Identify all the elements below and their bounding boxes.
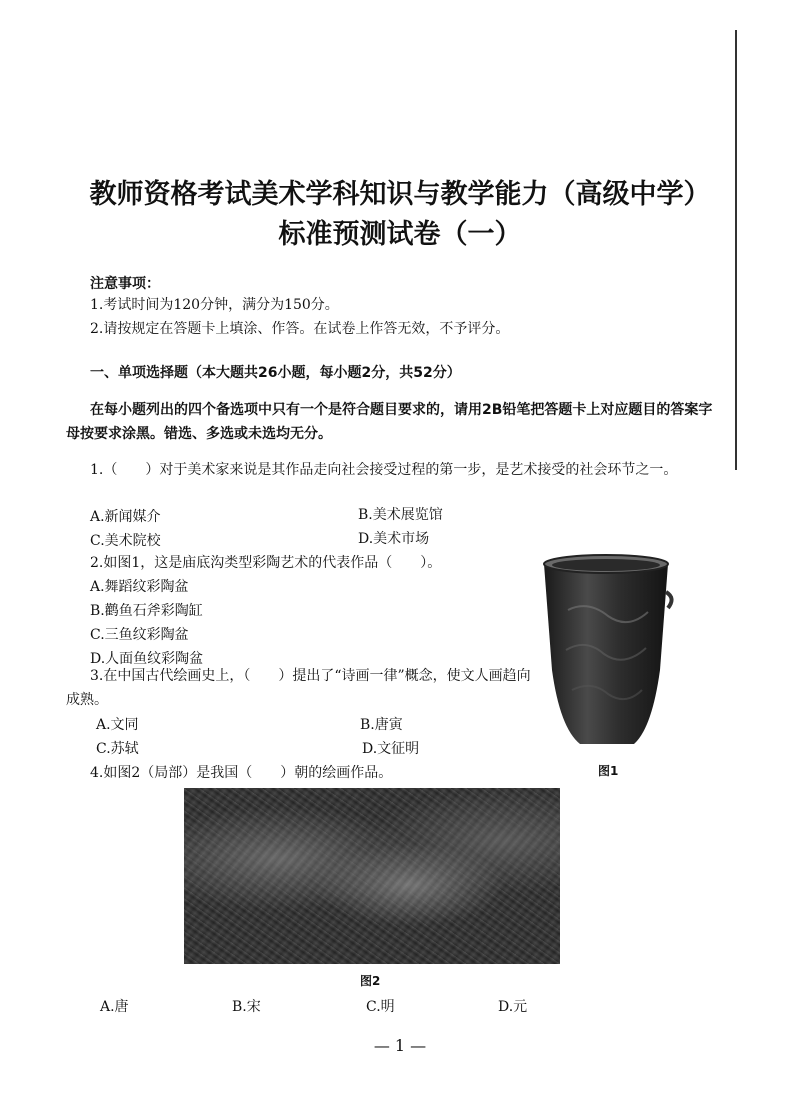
question-2-option-d: D.人面鱼纹彩陶盆 xyxy=(90,651,204,667)
question-1-option-c: C.美术院校 xyxy=(90,533,161,549)
figure-2-painting-detail xyxy=(184,788,560,964)
question-4-option-a: A.唐 xyxy=(100,999,129,1015)
question-1-option-a: A.新闻媒介 xyxy=(90,509,161,525)
figure-1-painted-pottery-jar xyxy=(538,550,674,750)
notice-item-2: 2.请按规定在答题卡上填涂、作答。在试卷上作答无效，不予评分。 xyxy=(90,321,510,337)
figure-2-caption: 图2 xyxy=(360,974,381,988)
question-3-option-c: C.苏轼 xyxy=(96,741,139,757)
notice-item-1: 1.考试时间为120分钟，满分为150分。 xyxy=(90,297,339,313)
exam-title-line2: 标准预测试卷（一） xyxy=(278,219,522,250)
question-1-stem: 1.（ ）对于美术家来说是其作品走向社会接受过程的第一步，是艺术接受的社会环节之一。 xyxy=(90,462,678,478)
question-4-option-c: C.明 xyxy=(366,999,395,1015)
question-3-option-b: B.唐寅 xyxy=(360,717,403,733)
page-number: — 1 — xyxy=(373,1036,427,1055)
question-3-option-a: A.文同 xyxy=(96,717,139,733)
section1-instruction: 在每小题列出的四个备选项中只有一个是符合题目要求的，请用2B铅笔把答题卡上对应题目的答案字母按要求涂黑。错选、多选或未选均无分。 xyxy=(66,402,713,442)
exam-title-line1: 教师资格考试美术学科知识与教学能力（高级中学） xyxy=(89,179,711,210)
question-4-stem: 4.如图2（局部）是我国（ ）朝的绘画作品。 xyxy=(90,765,393,781)
question-3-option-d: D.文征明 xyxy=(362,741,420,757)
notice-heading: 注意事项： xyxy=(90,276,160,292)
question-2-option-c: C.三鱼纹彩陶盆 xyxy=(90,627,189,643)
section1-heading: 一、单项选择题（本大题共26小题，每小题2分，共52分） xyxy=(90,365,461,381)
question-3-stem: 3.在中国古代绘画史上，（ ）提出了“诗画一律”概念，使文人画趋向成熟。 xyxy=(66,668,531,708)
figure-1-caption: 图1 xyxy=(598,764,619,778)
question-2-option-b: B.鹳鱼石斧彩陶缸 xyxy=(90,603,203,619)
question-4-option-b: B.宋 xyxy=(232,999,261,1015)
question-2-stem: 2.如图1，这是庙底沟类型彩陶艺术的代表作品（ ）。 xyxy=(90,555,442,571)
question-4-option-d: D.元 xyxy=(498,999,528,1015)
question-2-option-a: A.舞蹈纹彩陶盆 xyxy=(90,579,189,595)
question-1-option-d: D.美术市场 xyxy=(358,531,430,547)
question-1-option-b: B.美术展览馆 xyxy=(358,507,443,523)
